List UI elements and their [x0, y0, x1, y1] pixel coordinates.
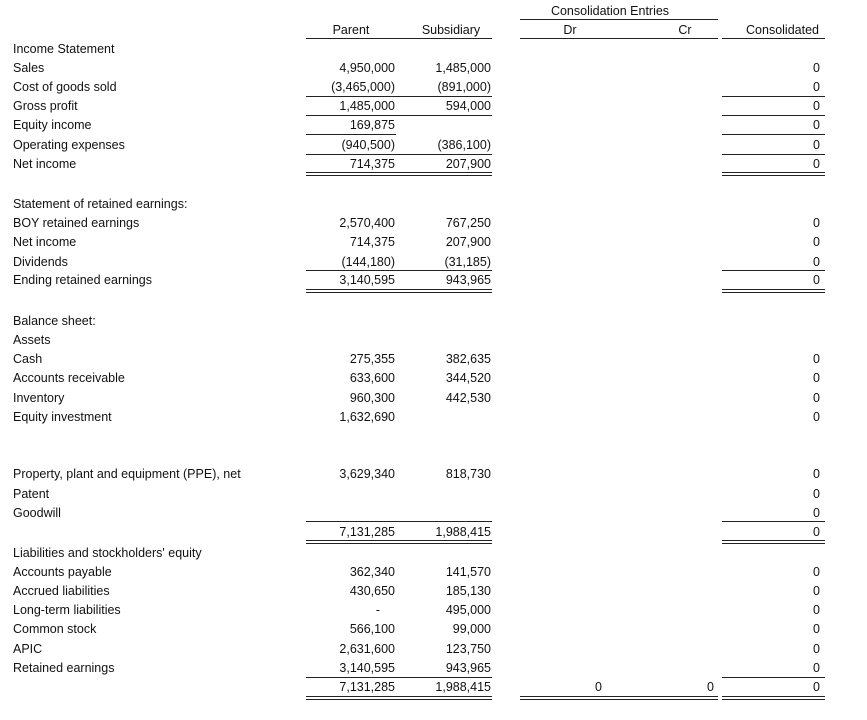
subsidiary-value: (891,000): [437, 80, 491, 94]
subsidiary-value: [396, 486, 491, 502]
subsidiary-value: 99,000: [452, 622, 491, 636]
subsidiary-value: [396, 505, 491, 521]
row-label: Long-term liabilities: [13, 603, 121, 617]
subtotal-line: [306, 115, 492, 116]
subsidiary-value: (31,185): [444, 255, 491, 269]
parent-value: 430,650: [349, 584, 395, 598]
parent-value: 3,140,595: [339, 273, 395, 287]
header-line-consolidated: [722, 38, 825, 39]
row-label: Accounts receivable: [13, 371, 125, 385]
header-line-entries: [520, 38, 718, 39]
subsidiary-value: 1,485,000: [435, 61, 491, 75]
consolidated-value: 0: [813, 273, 820, 287]
total-double-line: [306, 175, 492, 176]
assets-title: Assets: [13, 333, 51, 347]
parent-value: 275,355: [349, 352, 395, 366]
header-line-parent-sub: [306, 38, 492, 39]
parent-value: 714,375: [349, 157, 395, 171]
subtotal-line: [306, 96, 492, 97]
subtotal-line: [306, 134, 396, 135]
row-label: Equity investment: [13, 410, 112, 424]
parent-value: 2,631,600: [339, 642, 395, 656]
consolidated-value: 0: [813, 216, 820, 230]
subtotal-line: [722, 521, 825, 522]
income-statement-title: Income Statement: [13, 42, 115, 56]
subsidiary-value: (386,100): [437, 138, 491, 152]
row-label: Cost of goods sold: [13, 80, 117, 94]
parent-value: (940,500): [341, 138, 395, 152]
retained-earnings-title: Statement of retained earnings:: [13, 197, 188, 211]
total-double-line: [722, 172, 825, 173]
parent-value: (144,180): [341, 255, 395, 269]
consolidated-value: 0: [813, 138, 820, 152]
parent-value: 566,100: [349, 622, 395, 636]
subtotal-line: [306, 521, 492, 522]
row-label: Inventory: [13, 391, 65, 405]
row-label: Net income: [13, 235, 77, 249]
parent-column-header: Parent: [332, 23, 370, 37]
cr-total: 0: [707, 680, 714, 694]
row-label: Sales: [13, 61, 45, 75]
subsidiary-value: 442,530: [445, 391, 491, 405]
total-double-line: [306, 543, 492, 544]
consolidated-value: 0: [813, 61, 820, 75]
subsidiary-value: 767,250: [445, 216, 491, 230]
consolidated-value: 0: [813, 371, 820, 385]
row-label: Accounts payable: [13, 565, 112, 579]
row-label: Property, plant and equipment (PPE), net: [13, 467, 241, 481]
row-label: Operating expenses: [13, 138, 125, 152]
subtotal-line: [306, 154, 492, 155]
header-group-line: [520, 19, 718, 20]
total-double-line: [722, 699, 825, 700]
consolidated-total: 0: [813, 525, 820, 539]
total-double-line: [520, 699, 718, 700]
consolidated-value: 0: [813, 235, 820, 249]
row-label: Net income: [13, 157, 77, 171]
parent-value: 633,600: [349, 371, 395, 385]
subsidiary-value: 943,965: [445, 661, 491, 675]
total-double-line: [306, 172, 492, 173]
subsidiary-value: 818,730: [445, 467, 491, 481]
total-double-line: [306, 699, 492, 700]
parent-value: [300, 486, 395, 502]
consolidated-value: 0: [813, 565, 820, 579]
cr-column-header: Cr: [678, 23, 692, 37]
dr-total: 0: [595, 680, 602, 694]
subsidiary-value: [396, 409, 491, 425]
parent-value: 2,570,400: [339, 216, 395, 230]
subsidiary-value: 495,000: [445, 603, 491, 617]
total-double-line: [722, 543, 825, 544]
consolidation-entries-header: Consolidation Entries: [550, 4, 670, 18]
total-double-line: [306, 540, 492, 541]
subsidiary-total: 1,988,415: [435, 525, 491, 539]
total-double-line: [306, 696, 492, 697]
consolidated-value: 0: [813, 622, 820, 636]
parent-value: 1,632,690: [339, 410, 395, 424]
subsidiary-value: 123,750: [445, 642, 491, 656]
row-label: Cash: [13, 352, 43, 366]
subsidiary-value: 207,900: [445, 157, 491, 171]
subtotal-line: [722, 115, 825, 116]
row-label: Common stock: [13, 622, 97, 636]
subsidiary-value: 382,635: [445, 352, 491, 366]
total-double-line: [306, 289, 492, 290]
subsidiary-column-header: Subsidiary: [421, 23, 481, 37]
row-label: Dividends: [13, 255, 68, 269]
consolidated-value: 0: [813, 118, 820, 132]
subtotal-line: [306, 270, 492, 271]
balance-sheet-title: Balance sheet:: [13, 314, 96, 328]
row-label: BOY retained earnings: [13, 216, 140, 230]
subsidiary-value: 943,965: [445, 273, 491, 287]
subtotal-line: [722, 270, 825, 271]
consolidated-value: 0: [813, 410, 820, 424]
total-double-line: [722, 540, 825, 541]
subtotal-line: [722, 677, 825, 678]
consolidated-value: 0: [813, 80, 820, 94]
subtotal-line: [722, 134, 825, 135]
total-double-line: [306, 292, 492, 293]
total-double-line: [722, 289, 825, 290]
row-label: Patent: [13, 487, 50, 501]
subsidiary-total: 1,988,415: [435, 680, 491, 694]
row-label: Accrued liabilities: [13, 584, 110, 598]
subsidiary-value: 185,130: [445, 584, 491, 598]
row-label: Equity income: [13, 118, 92, 132]
consolidated-value: 0: [813, 391, 820, 405]
subsidiary-value: 141,570: [445, 565, 491, 579]
subsidiary-value: 594,000: [445, 99, 491, 113]
dr-column-header: Dr: [563, 23, 577, 37]
consolidated-value: 0: [813, 255, 820, 269]
subsidiary-value: 207,900: [445, 235, 491, 249]
subtotal-line: [722, 154, 825, 155]
row-label: Retained earnings: [13, 661, 115, 675]
subsidiary-value: 344,520: [445, 371, 491, 385]
parent-value: (3,465,000): [331, 80, 395, 94]
liabilities-title: Liabilities and stockholders' equity: [13, 546, 202, 560]
parent-value: -: [375, 603, 380, 617]
total-double-line: [722, 696, 825, 697]
consolidated-value: 0: [813, 584, 820, 598]
parent-total: 7,131,285: [339, 680, 395, 694]
parent-value: 3,629,340: [339, 467, 395, 481]
consolidated-value: 0: [813, 661, 820, 675]
consolidated-value: 0: [813, 157, 820, 171]
row-label: Ending retained earnings: [13, 273, 152, 287]
subtotal-line: [306, 677, 492, 678]
parent-value: 169,875: [349, 118, 395, 132]
total-double-line: [722, 292, 825, 293]
row-label: Goodwill: [13, 506, 61, 520]
subtotal-line: [722, 96, 825, 97]
parent-value: 362,340: [349, 565, 395, 579]
parent-total: 7,131,285: [339, 525, 395, 539]
parent-value: [300, 505, 395, 521]
subsidiary-value: [396, 117, 491, 133]
consolidated-value: 0: [813, 642, 820, 656]
total-double-line: [520, 696, 718, 697]
parent-value: 960,300: [349, 391, 395, 405]
consolidated-value: 0: [813, 506, 820, 520]
parent-value: 1,485,000: [339, 99, 395, 113]
consolidated-value: 0: [813, 99, 820, 113]
row-label: APIC: [13, 642, 43, 656]
total-double-line: [722, 175, 825, 176]
parent-value: 714,375: [349, 235, 395, 249]
consolidated-value: 0: [813, 467, 820, 481]
consolidated-value: 0: [813, 603, 820, 617]
row-label: Gross profit: [13, 99, 78, 113]
consolidated-column-header: Consolidated: [746, 23, 819, 37]
consolidated-total: 0: [813, 680, 820, 694]
consolidated-value: 0: [813, 352, 820, 366]
parent-value: 3,140,595: [339, 661, 395, 675]
parent-value: 4,950,000: [339, 61, 395, 75]
consolidated-value: 0: [813, 487, 820, 501]
